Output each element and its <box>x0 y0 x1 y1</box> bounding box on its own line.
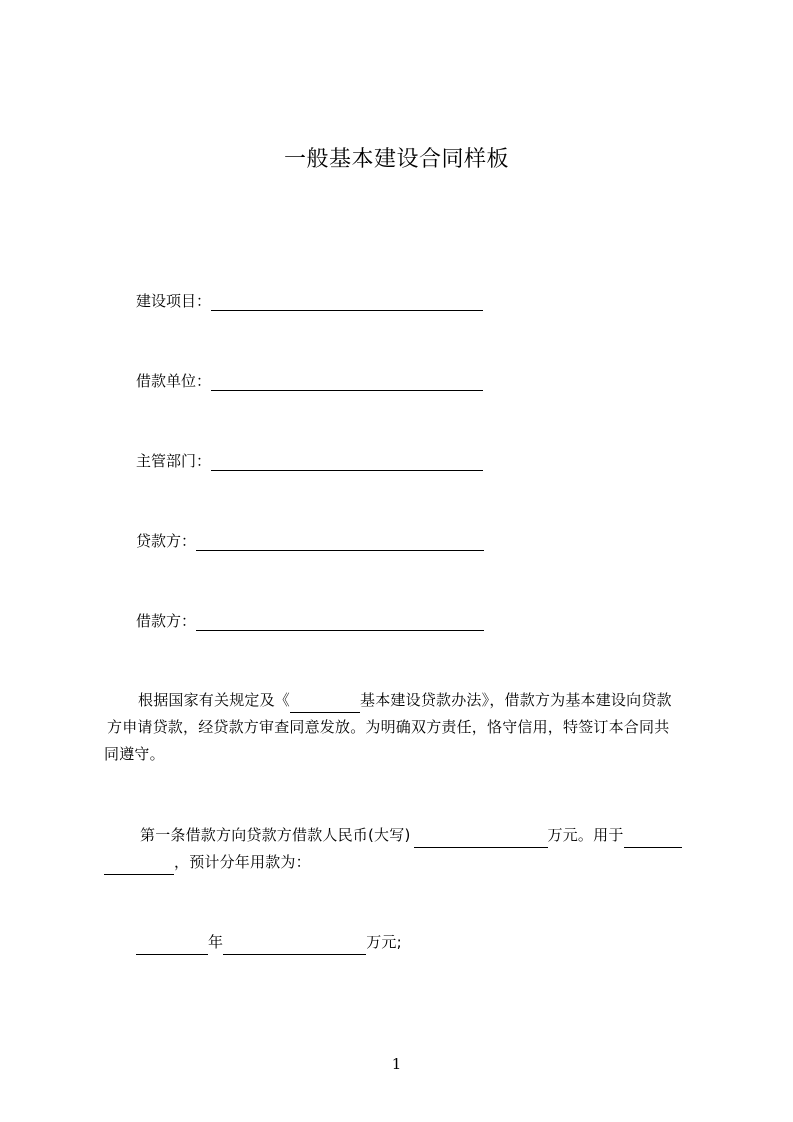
preamble-text: 根据国家有关规定及《 <box>138 691 291 709</box>
preamble-line-1 <box>138 687 672 713</box>
article-1-line-2 <box>104 849 311 875</box>
blank-line[interactable] <box>211 293 483 311</box>
field-label: 贷款方： <box>136 532 197 550</box>
preamble-text: 基本建设贷款办法》，借款方为基本建设向贷款 <box>360 691 672 709</box>
blank-line[interactable] <box>196 533 484 551</box>
field-lender <box>136 531 484 551</box>
document-title: 一般基本建设合同样板 <box>283 147 509 172</box>
article-text: 第一条借款方向贷款方借款人民币(大写) <box>140 826 411 844</box>
preamble-line-2: 方申请贷款，经贷款方审查同意发放。为明确双方责任，恪守信用，特签订本合同共 <box>107 718 670 736</box>
field-borrower <box>136 611 484 631</box>
blank-line[interactable] <box>414 830 548 848</box>
field-label: 建设项目： <box>136 292 212 310</box>
article-text: ，预计分年用款为： <box>174 853 311 871</box>
blank-line[interactable] <box>104 857 174 875</box>
field-supervising-department <box>136 451 483 471</box>
blank-line[interactable] <box>196 613 484 631</box>
field-borrowing-unit <box>136 371 483 391</box>
blank-line[interactable] <box>290 695 360 713</box>
blank-line[interactable] <box>624 830 682 848</box>
field-label: 借款单位： <box>136 372 212 390</box>
blank-line[interactable] <box>136 937 208 955</box>
blank-line[interactable] <box>211 373 483 391</box>
field-label: 借款方： <box>136 612 197 630</box>
article-1-line-1 <box>140 822 682 848</box>
blank-line[interactable] <box>211 453 483 471</box>
year-label: 年 <box>208 933 224 951</box>
preamble-line-3: 同遵守。 <box>104 745 165 763</box>
page-number: 1 <box>391 1055 402 1073</box>
article-text: 万元。用于 <box>547 826 624 844</box>
field-construction-project <box>136 291 483 311</box>
yearly-allocation-line <box>136 929 402 955</box>
blank-line[interactable] <box>223 937 366 955</box>
field-label: 主管部门： <box>136 452 212 470</box>
amount-label: 万元; <box>366 933 402 951</box>
